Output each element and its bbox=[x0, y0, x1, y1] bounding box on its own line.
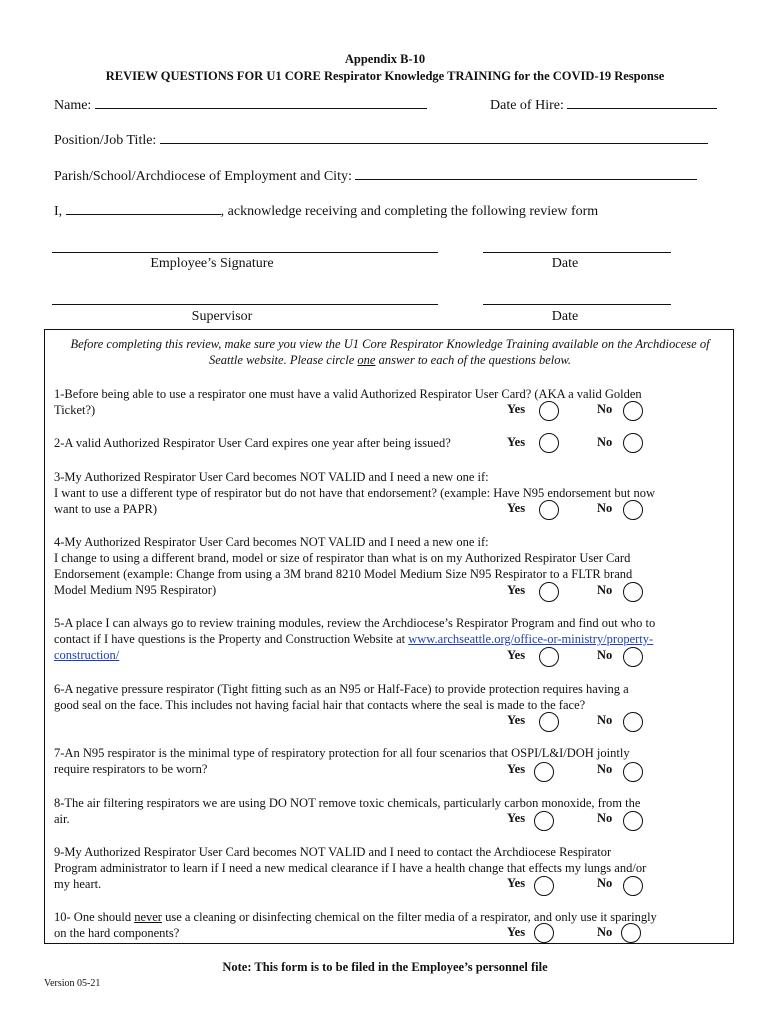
q9-yes-circle[interactable] bbox=[534, 876, 554, 896]
q7-yes-circle[interactable] bbox=[534, 762, 554, 782]
question-text: 3-My Authorized Respirator User Card becomes NOT VALID and I need a new one if: bbox=[54, 470, 489, 484]
q5-no-label: No bbox=[597, 648, 613, 662]
q3-no-circle[interactable] bbox=[623, 500, 643, 520]
q1-no-circle[interactable] bbox=[623, 401, 643, 421]
q6-no-circle[interactable] bbox=[623, 712, 643, 732]
position-blank[interactable] bbox=[160, 131, 708, 144]
question-text: want to use a PAPR) bbox=[54, 502, 158, 516]
q1-no-label: No bbox=[597, 402, 613, 416]
parish-label: Parish/School/Archdiocese of Employment and City: bbox=[54, 169, 352, 184]
q10-no-label: No bbox=[597, 925, 613, 939]
q1-yes-label: Yes bbox=[507, 402, 526, 416]
parish-blank[interactable] bbox=[355, 167, 697, 180]
q8-yes-label: Yes bbox=[507, 811, 526, 825]
question-text: Model Medium N95 Respirator) bbox=[54, 583, 217, 597]
question-text: Endorsement (example: Change from using a 3M brand 8210 Model Medium Size N95 Respirator to a FLTR brand bbox=[54, 567, 633, 581]
q3-yes-circle[interactable] bbox=[539, 500, 559, 520]
date-of-hire-blank[interactable] bbox=[567, 96, 717, 109]
q2-no-circle[interactable] bbox=[623, 433, 643, 453]
q10-yes-label: Yes bbox=[507, 925, 526, 939]
ack-prefix: I, bbox=[54, 204, 63, 219]
q2-no-label: No bbox=[597, 435, 613, 449]
employee-signature-line[interactable] bbox=[52, 252, 438, 253]
q2-yes-circle[interactable] bbox=[539, 433, 559, 453]
position-field[interactable] bbox=[54, 131, 708, 149]
question-text: contact if I have questions is the Property and Construction Website at bbox=[54, 632, 409, 646]
q5-yes-circle[interactable] bbox=[539, 647, 559, 667]
q3-no-label: No bbox=[597, 501, 613, 515]
question-text: 8-The air filtering respirators we are using DO NOT remove toxic chemicals, particularly carbon monoxide, from the bbox=[54, 796, 641, 810]
q8-no-circle[interactable] bbox=[623, 811, 643, 831]
question-text: 2-A valid Authorized Respirator User Card expires one year after being issued? bbox=[54, 436, 451, 450]
intro-instructions bbox=[60, 336, 720, 368]
name-label: Name: bbox=[54, 98, 92, 113]
q7-no-circle[interactable] bbox=[623, 762, 643, 782]
q5-yes-label: Yes bbox=[507, 648, 526, 662]
parish-field[interactable] bbox=[54, 167, 697, 185]
q2-yes-label: Yes bbox=[507, 435, 526, 449]
intro-emphasis: one bbox=[357, 353, 376, 367]
q4-yes-label: Yes bbox=[507, 583, 526, 597]
form-title: REVIEW QUESTIONS FOR U1 CORE Respirator Knowledge TRAINING for the COVID-19 Response bbox=[105, 69, 665, 83]
question-text: require respirators to be worn? bbox=[54, 762, 208, 776]
question-6 bbox=[54, 681, 734, 713]
property-website-link-cont[interactable]: construction/ bbox=[54, 648, 120, 662]
supervisor-label: Supervisor bbox=[191, 309, 253, 324]
name-blank[interactable] bbox=[95, 96, 427, 109]
question-text: Program administrator to learn if I need a new medical clearance if I have a health change that effects my lungs and/or bbox=[54, 861, 647, 875]
question-emphasis: never bbox=[134, 910, 162, 924]
position-label: Position/Job Title: bbox=[54, 133, 157, 148]
q9-no-label: No bbox=[597, 876, 613, 890]
date-line-1[interactable] bbox=[483, 252, 671, 253]
date-of-hire-label: Date of Hire: bbox=[490, 98, 564, 113]
q1-yes-circle[interactable] bbox=[539, 401, 559, 421]
question-text: good seal on the face. This includes not having facial hair that contacts where the seal is made to the face? bbox=[54, 698, 586, 712]
date-line-2[interactable] bbox=[483, 304, 671, 305]
date-of-hire-field[interactable] bbox=[490, 96, 717, 114]
question-text: use a cleaning or disinfecting chemical on the filter media of a respirator, and only use it sparingly bbox=[161, 910, 657, 924]
date-label-1: Date bbox=[551, 256, 579, 271]
q6-no-label: No bbox=[597, 713, 613, 727]
question-text: on the hard components? bbox=[54, 926, 180, 940]
question-text: my heart. bbox=[54, 877, 102, 891]
q7-yes-label: Yes bbox=[507, 762, 526, 776]
question-text: 5-A place I can always go to review training modules, review the Archdiocese’s Respirator Program and find out who to bbox=[54, 616, 656, 630]
question-text: 6-A negative pressure respirator (Tight fitting such as an N95 or Half-Face) to provide protection requires having a bbox=[54, 682, 629, 696]
name-field[interactable] bbox=[54, 96, 427, 114]
q4-no-circle[interactable] bbox=[623, 582, 643, 602]
question-text: 4-My Authorized Respirator User Card becomes NOT VALID and I need a new one if: bbox=[54, 535, 489, 549]
q9-yes-label: Yes bbox=[507, 876, 526, 890]
question-text: I want to use a different type of respirator but do not have that endorsement? (example: Have N95 endorsement but now bbox=[54, 486, 655, 500]
question-text: 10- One should bbox=[54, 910, 135, 924]
q5-no-circle[interactable] bbox=[623, 647, 643, 667]
intro-text-1: Before completing this review, make sure you view the U1 Core Respirator Knowledge Training available on the Archdiocese of Seattle website. Please circle bbox=[70, 337, 710, 367]
version-label: Version 05-21 bbox=[44, 978, 101, 989]
q10-no-circle[interactable] bbox=[621, 923, 641, 943]
question-text: Ticket?) bbox=[54, 403, 96, 417]
q8-yes-circle[interactable] bbox=[534, 811, 554, 831]
question-text: 7-An N95 respirator is the minimal type of respiratory protection for all four scenarios that OSPI/L&I/DOH jointly bbox=[54, 746, 630, 760]
ack-name-blank[interactable] bbox=[66, 202, 221, 215]
q8-no-label: No bbox=[597, 811, 613, 825]
employee-signature-label: Employee’s Signature bbox=[150, 256, 274, 271]
q6-yes-label: Yes bbox=[507, 713, 526, 727]
acknowledge-statement[interactable] bbox=[54, 202, 598, 220]
q4-no-label: No bbox=[597, 583, 613, 597]
date-label-2: Date bbox=[551, 309, 579, 324]
question-text: I change to using a different brand, model or size of respirator than what is on my Authorized Respirator User Card bbox=[54, 551, 631, 565]
property-website-link[interactable]: www.archseattle.org/office-or-ministry/property- bbox=[408, 632, 654, 646]
q6-yes-circle[interactable] bbox=[539, 712, 559, 732]
ack-suffix: , acknowledge receiving and completing the following review form bbox=[220, 204, 599, 219]
intro-text-2: answer to each of the questions below. bbox=[375, 353, 572, 367]
question-text: air. bbox=[54, 812, 70, 826]
appendix-label: Appendix B-10 bbox=[344, 52, 426, 66]
question-text: 9-My Authorized Respirator User Card becomes NOT VALID and I need to contact the Archdiocese Respirator bbox=[54, 845, 612, 859]
supervisor-signature-line[interactable] bbox=[52, 304, 438, 305]
filing-note: Note: This form is to be filed in the Employee’s personnel file bbox=[222, 960, 548, 974]
q4-yes-circle[interactable] bbox=[539, 582, 559, 602]
question-text: 1-Before being able to use a respirator one must have a valid Authorized Respirator User Card? (AKA a valid Golden bbox=[54, 387, 642, 401]
q9-no-circle[interactable] bbox=[623, 876, 643, 896]
q7-no-label: No bbox=[597, 762, 613, 776]
q3-yes-label: Yes bbox=[507, 501, 526, 515]
q10-yes-circle[interactable] bbox=[534, 923, 554, 943]
